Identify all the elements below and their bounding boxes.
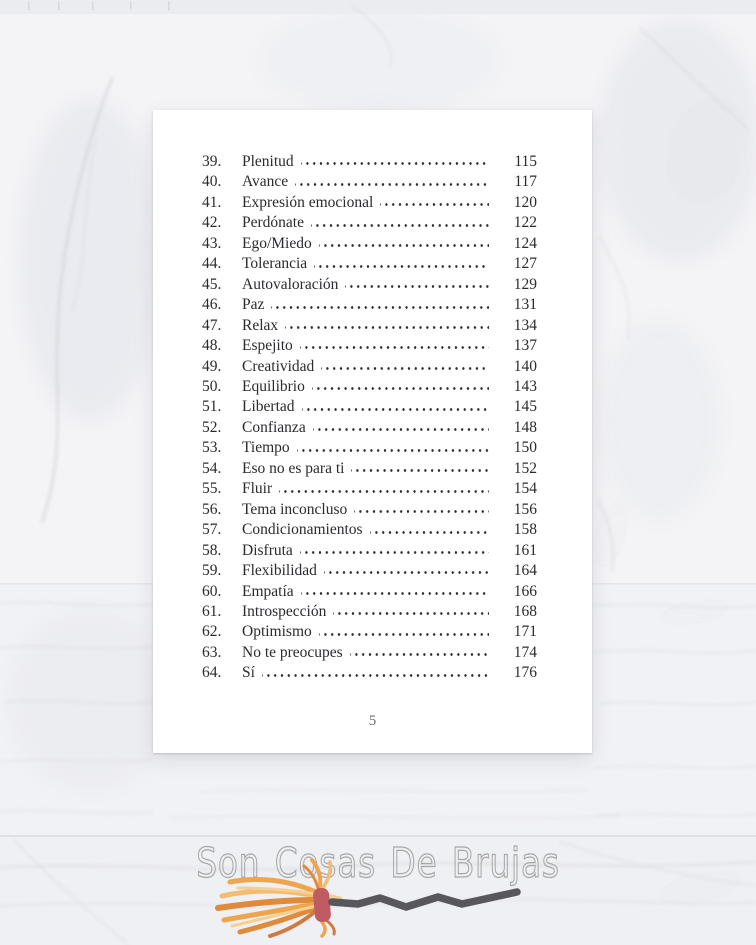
- toc-entry-page: 129: [513, 275, 537, 293]
- page-number: 5: [368, 713, 377, 729]
- toc-entry-page: 156: [513, 500, 537, 518]
- toc-entry-number: 40.: [202, 173, 222, 191]
- toc-leader-dots: [321, 358, 489, 371]
- toc-row: [202, 542, 537, 562]
- toc-entry-title: Equilibrio: [242, 377, 305, 395]
- toc-entry-number: 60.: [202, 582, 222, 600]
- toc-entry-page: 174: [513, 643, 537, 661]
- toc-leader-dots: [301, 153, 489, 166]
- toc-entry-number: 44.: [202, 255, 222, 273]
- toc-entry-number: 61.: [202, 602, 222, 620]
- toc-entry-title: Avance: [242, 173, 289, 191]
- toc-leader-dots: [285, 317, 489, 330]
- toc-row: [202, 296, 537, 316]
- toc-row: [202, 337, 537, 357]
- toc-entry-number: 45.: [202, 275, 222, 293]
- toc-row: [202, 460, 537, 480]
- toc-entry-title: No te preocupes: [242, 643, 343, 661]
- toc-entry-page: 122: [513, 214, 537, 232]
- toc-entry-page: 161: [513, 541, 537, 559]
- toc-row: [202, 644, 537, 664]
- toc-entry-number: 41.: [202, 193, 222, 211]
- toc-entry-page: 143: [513, 377, 537, 395]
- toc-leader-dots: [351, 460, 489, 473]
- toc-entry-number: 50.: [202, 377, 222, 395]
- toc-row: [202, 562, 537, 582]
- toc-leader-dots: [311, 214, 489, 227]
- toc-leader-dots: [312, 378, 489, 391]
- toc-entry-number: 46.: [202, 296, 222, 314]
- toc-entry-page: 117: [514, 173, 537, 191]
- toc-row: [202, 276, 537, 296]
- toc-entry-title: Condicionamientos: [242, 521, 363, 539]
- toc-entry-page: 168: [513, 602, 537, 620]
- toc-entry-number: 47.: [202, 316, 222, 334]
- toc-entry-number: 64.: [202, 664, 222, 682]
- toc-entry-title: Sí: [242, 664, 255, 682]
- toc-entry-title: Disfruta: [242, 541, 293, 559]
- toc-entry-page: 127: [513, 255, 537, 273]
- toc-leader-dots: [295, 173, 489, 186]
- toc-entry-title: Ego/Miedo: [242, 234, 312, 252]
- toc-row: [202, 419, 537, 439]
- toc-entry-page: 158: [513, 521, 537, 539]
- toc-leader-dots: [297, 439, 489, 452]
- toc-entry-number: 55.: [202, 480, 222, 498]
- toc-list: [202, 153, 537, 685]
- toc-entry-page: 150: [513, 439, 537, 457]
- toc-leader-dots: [279, 480, 489, 493]
- toc-row: [202, 255, 537, 275]
- toc-row: [202, 480, 537, 500]
- toc-row: [202, 358, 537, 378]
- toc-leader-dots: [333, 603, 489, 616]
- toc-leader-dots: [300, 337, 489, 350]
- toc-entry-title: Perdónate: [242, 214, 304, 232]
- toc-entry-title: Optimismo: [242, 623, 312, 641]
- toc-entry-title: Fluir: [242, 480, 273, 498]
- toc-leader-dots: [262, 664, 489, 677]
- toc-row: [202, 398, 537, 418]
- toc-entry-page: 140: [513, 357, 537, 375]
- toc-leader-dots: [302, 398, 489, 411]
- toc-entry-title: Plenitud: [242, 153, 294, 170]
- toc-row: [202, 153, 537, 173]
- toc-entry-page: 120: [513, 193, 537, 211]
- toc-entry-title: Confianza: [242, 418, 306, 436]
- toc-leader-dots: [354, 501, 489, 514]
- toc-leader-dots: [271, 296, 489, 309]
- toc-entry-number: 54.: [202, 459, 222, 477]
- toc-row: [202, 664, 537, 684]
- logo-text: Son Cosas De Brujas: [196, 839, 560, 887]
- toc-leader-dots: [300, 542, 489, 555]
- toc-entry-page: 166: [513, 582, 537, 600]
- toc-entry-number: 59.: [202, 562, 222, 580]
- toc-entry-number: 48.: [202, 337, 222, 355]
- broom-icon: [208, 846, 530, 940]
- toc-entry-page: 134: [513, 316, 537, 334]
- toc-entry-page: 115: [514, 153, 537, 170]
- toc-entry-page: 131: [513, 296, 537, 314]
- toc-entry-page: 145: [513, 398, 537, 416]
- toc-entry-title: Tolerancia: [242, 255, 308, 273]
- toc-entry-number: 39.: [202, 153, 222, 170]
- toc-row: [202, 235, 537, 255]
- toc-leader-dots: [370, 521, 489, 534]
- toc-entry-title: Tiempo: [242, 439, 290, 457]
- toc-leader-dots: [319, 235, 489, 248]
- toc-entry-number: 52.: [202, 418, 222, 436]
- toc-entry-number: 53.: [202, 439, 222, 457]
- toc-leader-dots: [319, 623, 489, 636]
- toc-row: [202, 439, 537, 459]
- toc-entry-number: 56.: [202, 500, 222, 518]
- toc-entry-number: 57.: [202, 521, 222, 539]
- toc-row: [202, 214, 537, 234]
- toc-row: [202, 378, 537, 398]
- toc-entry-number: 49.: [202, 357, 222, 375]
- toc-entry-number: 63.: [202, 643, 222, 661]
- toc-entry-page: 152: [513, 459, 537, 477]
- toc-leader-dots: [301, 583, 489, 596]
- toc-row: [202, 521, 537, 541]
- toc-entry-page: 164: [513, 562, 537, 580]
- toc-row: [202, 501, 537, 521]
- toc-leader-dots: [345, 276, 489, 289]
- toc-row: [202, 194, 537, 214]
- toc-entry-title: Introspección: [242, 602, 327, 620]
- toc-entry-title: Creatividad: [242, 357, 315, 375]
- toc-entry-number: 58.: [202, 541, 222, 559]
- toc-entry-page: 124: [513, 234, 537, 252]
- toc-row: [202, 603, 537, 623]
- toc-entry-title: Autovaloración: [242, 275, 339, 293]
- toc-leader-dots: [314, 255, 489, 268]
- book-page: [153, 110, 592, 753]
- toc-entry-title: Paz: [242, 296, 265, 314]
- toc-entry-title: Eso no es para ti: [242, 459, 345, 477]
- toc-entry-title: Tema inconcluso: [242, 500, 348, 518]
- toc-entry-title: Flexibilidad: [242, 562, 317, 580]
- toc-entry-number: 43.: [202, 234, 222, 252]
- toc-row: [202, 173, 537, 193]
- toc-leader-dots: [380, 194, 489, 207]
- toc-entry-page: 171: [513, 623, 537, 641]
- toc-entry-page: 176: [513, 664, 537, 682]
- toc-row: [202, 317, 537, 337]
- toc-entry-title: Empatía: [242, 582, 294, 600]
- toc-entry-title: Libertad: [242, 398, 295, 416]
- toc-leader-dots: [313, 419, 489, 432]
- toc-row: [202, 623, 537, 643]
- toc-entry-page: 154: [513, 480, 537, 498]
- toc-entry-title: Expresión emocional: [242, 193, 374, 211]
- toc-row: [202, 583, 537, 603]
- toc-entry-page: 148: [513, 418, 537, 436]
- toc-entry-number: 51.: [202, 398, 222, 416]
- toc-entry-number: 42.: [202, 214, 222, 232]
- toc-entry-title: Espejito: [242, 337, 293, 355]
- toc-entry-number: 62.: [202, 623, 222, 641]
- toc-leader-dots: [350, 644, 489, 657]
- toc-leader-dots: [324, 562, 489, 575]
- toc-entry-title: Relax: [242, 316, 279, 334]
- toc-entry-page: 137: [513, 337, 537, 355]
